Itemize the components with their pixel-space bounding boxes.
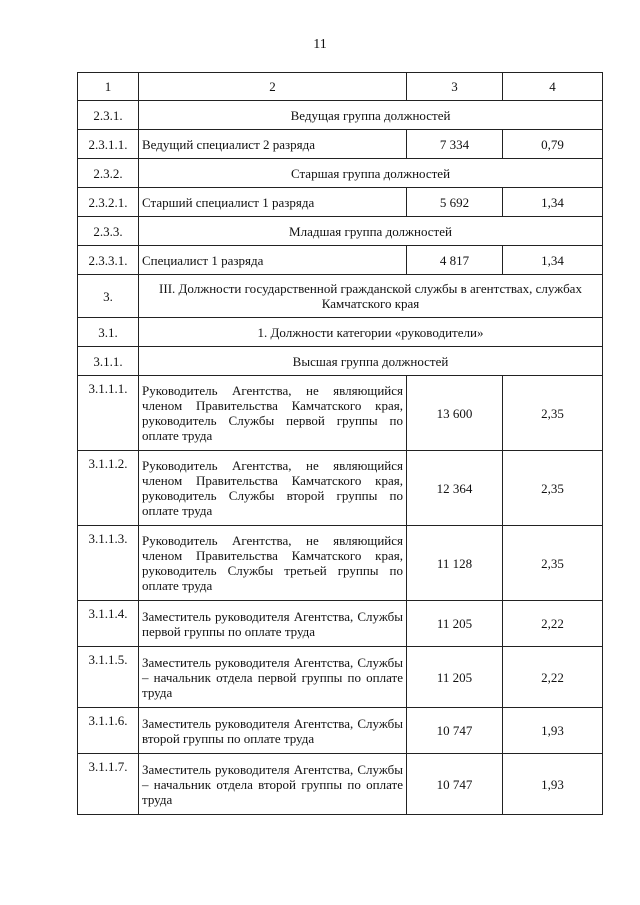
row-number: 3.1.1.4.: [78, 601, 139, 647]
coefficient-value: 1,34: [503, 246, 603, 275]
position-name: Старший специалист 1 разряда: [139, 188, 407, 217]
header-col-1: 1: [78, 73, 139, 101]
row-number: 3.1.1.7.: [78, 754, 139, 815]
group-title: Ведущая группа должностей: [139, 101, 603, 130]
row-number: 2.3.3.: [78, 217, 139, 246]
position-name: Заместитель руководителя Агентства, Службы – начальник отдела второй группы по оплате труда: [139, 754, 407, 815]
salary-value: 11 205: [407, 601, 503, 647]
table-row: [78, 318, 603, 347]
row-number: 3.1.1.6.: [78, 708, 139, 754]
coefficient-value: 1,93: [503, 708, 603, 754]
coefficient-value: 1,34: [503, 188, 603, 217]
table-row: [78, 130, 603, 159]
position-name: Руководитель Агентства, не являющийся членом Правительства Камчатского края, руководитель Службы второй группы по оплате труда: [139, 451, 407, 526]
table-row: [78, 526, 603, 601]
row-number: 3.1.1.3.: [78, 526, 139, 601]
table-row: [78, 754, 603, 815]
table-row: [78, 647, 603, 708]
row-number: 2.3.2.: [78, 159, 139, 188]
row-number: 3.1.1.2.: [78, 451, 139, 526]
coefficient-value: 2,35: [503, 376, 603, 451]
salary-value: 11 128: [407, 526, 503, 601]
table-row: [78, 188, 603, 217]
group-title: Младшая группа должностей: [139, 217, 603, 246]
row-number: 3.: [78, 275, 139, 318]
table-row: [78, 376, 603, 451]
coefficient-value: 0,79: [503, 130, 603, 159]
row-number: 2.3.1.1.: [78, 130, 139, 159]
table-row: [78, 246, 603, 275]
salary-value: 4 817: [407, 246, 503, 275]
salary-value: 12 364: [407, 451, 503, 526]
table-row: [78, 601, 603, 647]
group-title: Старшая группа должностей: [139, 159, 603, 188]
position-name: Руководитель Агентства, не являющийся членом Правительства Камчатского края, руководитель Службы третьей группы по оплате труда: [139, 526, 407, 601]
position-name: Заместитель руководителя Агентства, Службы первой группы по оплате труда: [139, 601, 407, 647]
salary-value: 7 334: [407, 130, 503, 159]
position-name: Заместитель руководителя Агентства, Службы – начальник отдела первой группы по оплате труда: [139, 647, 407, 708]
salary-value: 11 205: [407, 647, 503, 708]
position-name: Ведущий специалист 2 разряда: [139, 130, 407, 159]
section-title: III. Должности государственной гражданской службы в агентствах, службах Камчатского края: [139, 275, 603, 318]
coefficient-value: 2,35: [503, 451, 603, 526]
table-header-row: [78, 73, 603, 101]
table-row: [78, 101, 603, 130]
salary-value: 13 600: [407, 376, 503, 451]
table-row: [78, 451, 603, 526]
coefficient-value: 2,35: [503, 526, 603, 601]
row-number: 3.1.: [78, 318, 139, 347]
salary-table: [77, 72, 603, 815]
salary-value: 10 747: [407, 754, 503, 815]
page-number: 11: [313, 37, 327, 52]
position-name: Специалист 1 разряда: [139, 246, 407, 275]
table-row: [78, 217, 603, 246]
header-col-4: 4: [503, 73, 603, 101]
coefficient-value: 1,93: [503, 754, 603, 815]
coefficient-value: 2,22: [503, 647, 603, 708]
position-name: Руководитель Агентства, не являющийся членом Правительства Камчатского края, руководитель Службы первой группы по оплате труда: [139, 376, 407, 451]
header-col-3: 3: [407, 73, 503, 101]
row-number: 3.1.1.1.: [78, 376, 139, 451]
row-number: 3.1.1.: [78, 347, 139, 376]
row-number: 2.3.1.: [78, 101, 139, 130]
group-title: Высшая группа должностей: [139, 347, 603, 376]
salary-value: 5 692: [407, 188, 503, 217]
position-name: Заместитель руководителя Агентства, Службы второй группы по оплате труда: [139, 708, 407, 754]
table-row: [78, 159, 603, 188]
row-number: 3.1.1.5.: [78, 647, 139, 708]
table-row: [78, 347, 603, 376]
row-number: 2.3.3.1.: [78, 246, 139, 275]
row-number: 2.3.2.1.: [78, 188, 139, 217]
category-title: 1. Должности категории «руководители»: [139, 318, 603, 347]
coefficient-value: 2,22: [503, 601, 603, 647]
table-row: [78, 708, 603, 754]
header-col-2: 2: [139, 73, 407, 101]
salary-value: 10 747: [407, 708, 503, 754]
table-row: [78, 275, 603, 318]
